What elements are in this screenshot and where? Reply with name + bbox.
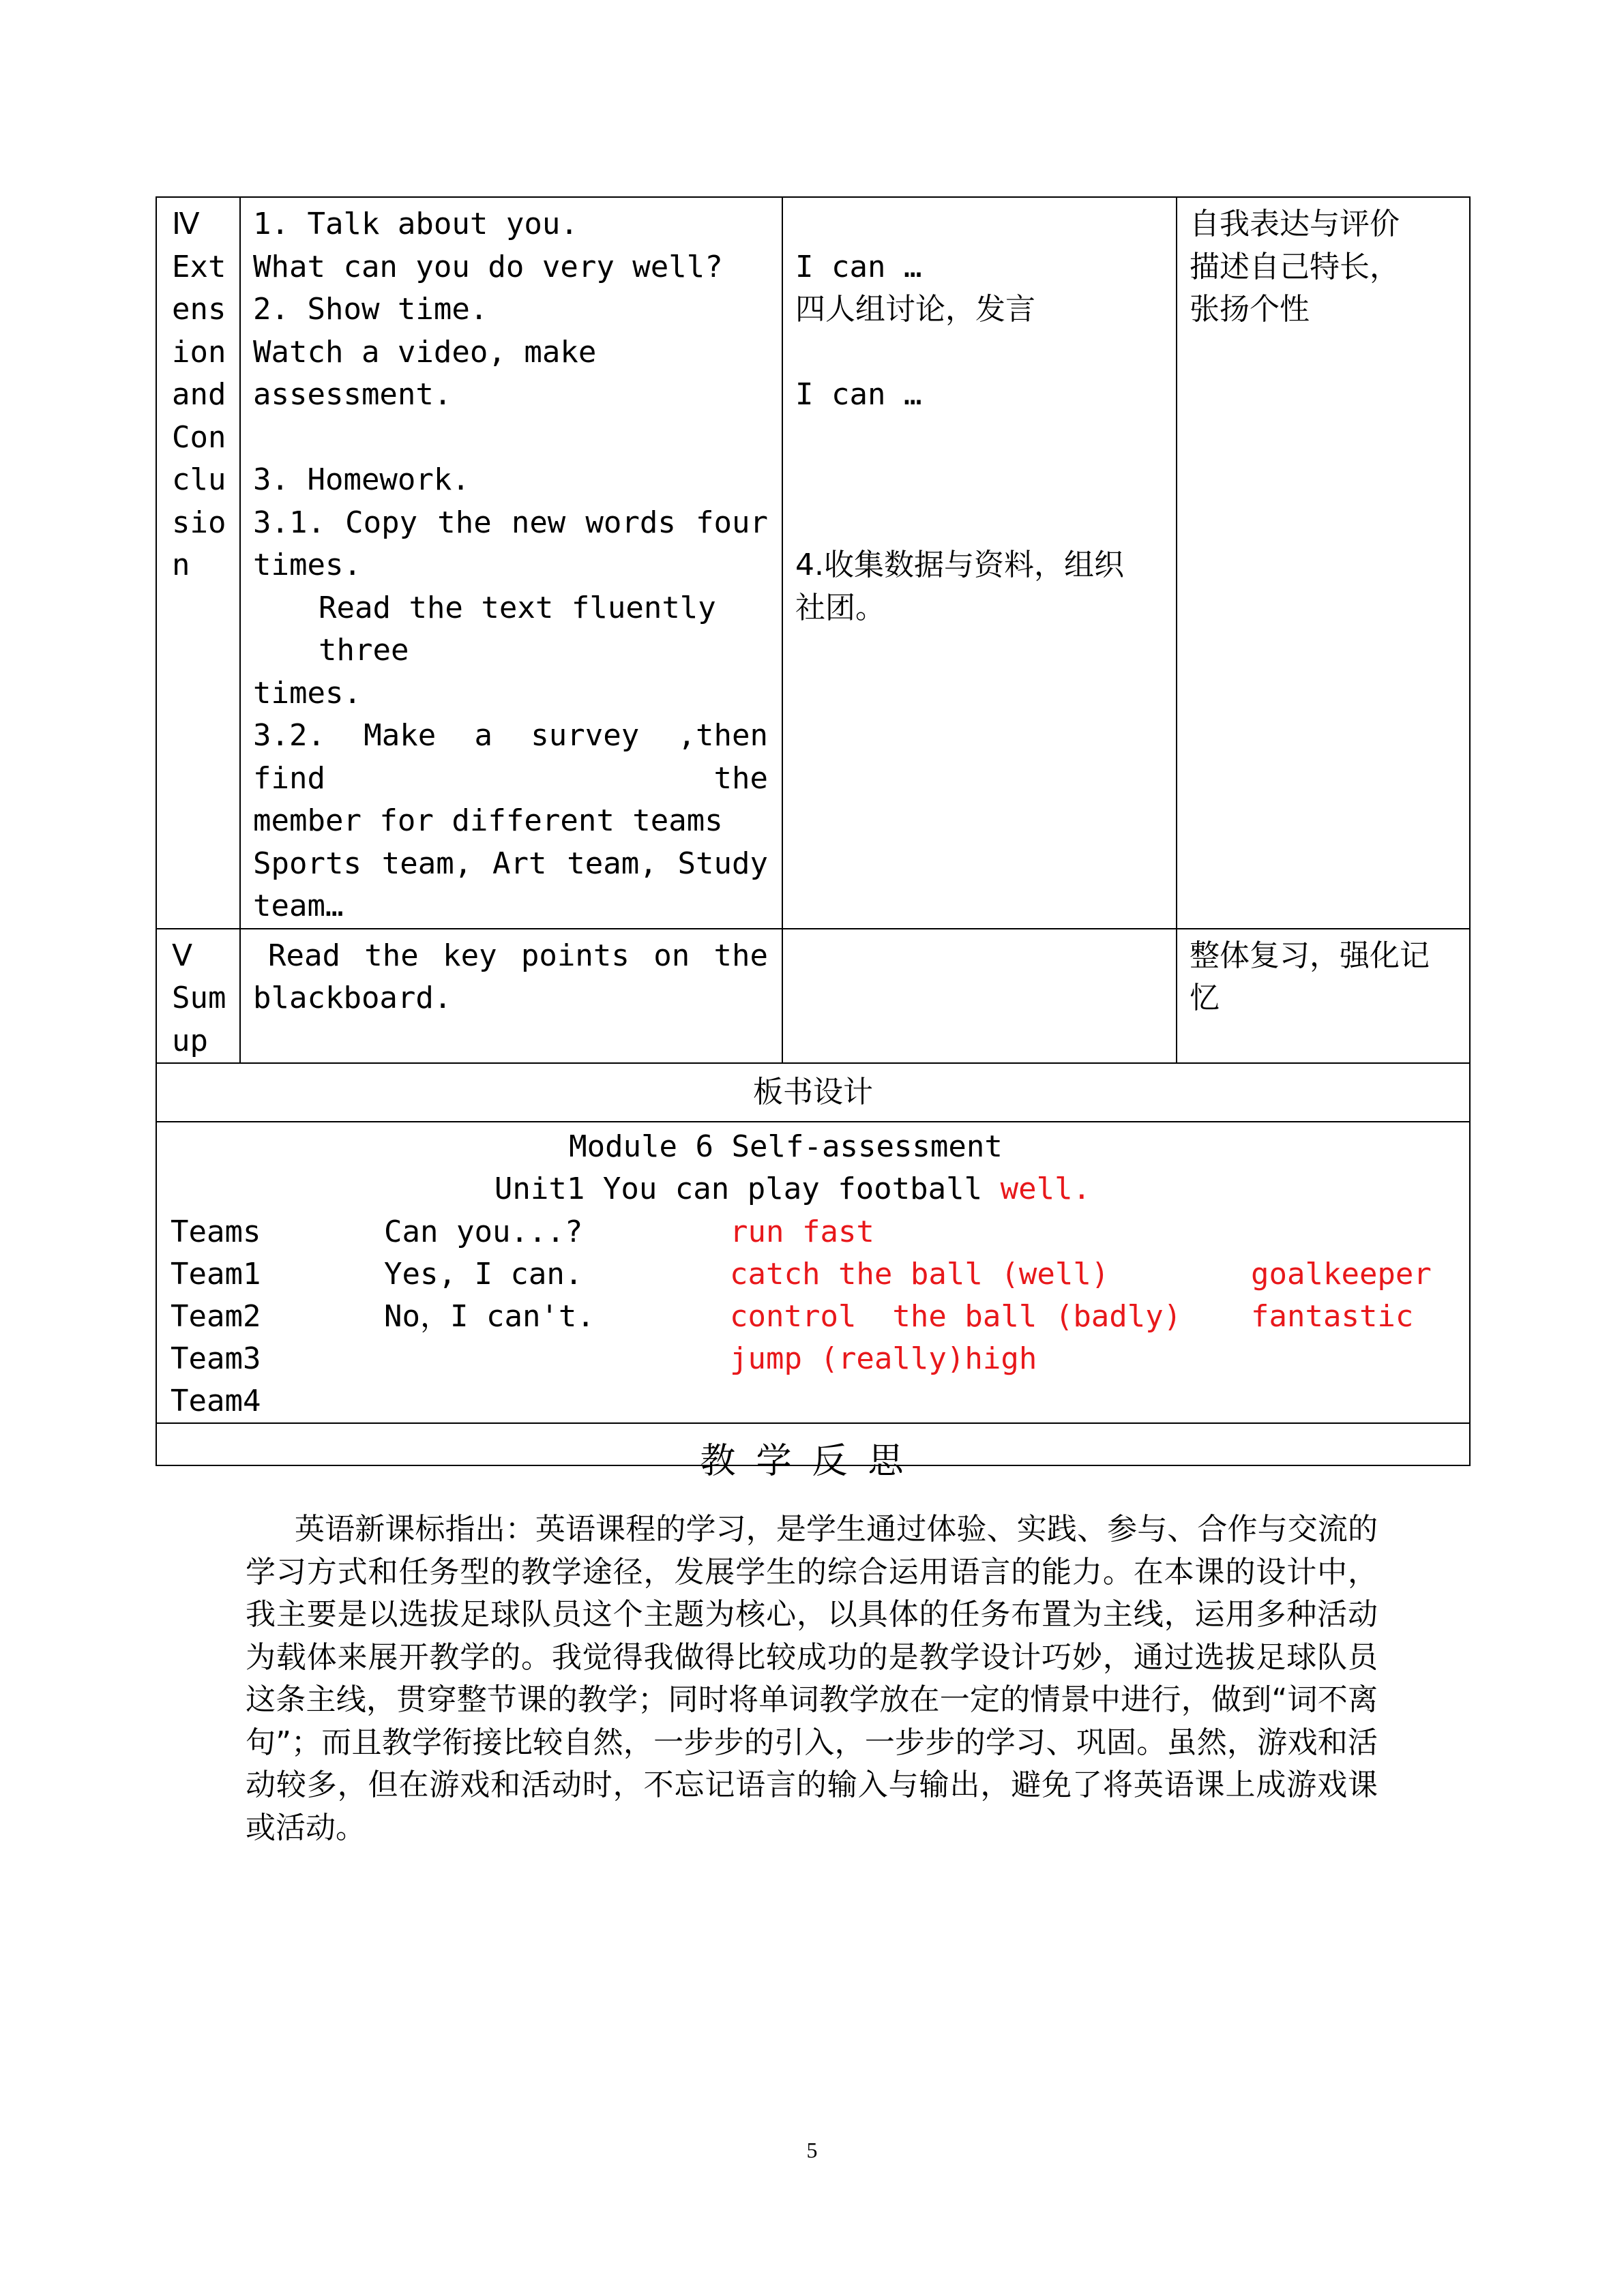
phrase-text: control the ball (badly) xyxy=(730,1299,1182,1334)
stage-cell xyxy=(156,197,240,929)
activity-line: 3.2. Make a survey ,then find the xyxy=(253,718,768,796)
purpose-line: 忆 xyxy=(1190,981,1220,1015)
students-line: 4.收集数据与资料，组织 xyxy=(795,548,1124,582)
team-label: Team3 xyxy=(171,1341,261,1376)
activity-line: 3.1. Copy the new words four xyxy=(253,505,768,540)
purpose-line: 整体复习，强化记 xyxy=(1190,938,1430,973)
question-text: Can you...? xyxy=(384,1214,583,1249)
activities-cell xyxy=(240,197,782,929)
activity-line: team… xyxy=(253,889,344,923)
students-line xyxy=(795,459,1164,502)
activity-line: member for different teams xyxy=(253,803,723,838)
reflection-title: 教学反思 xyxy=(700,1441,924,1482)
students-cell xyxy=(782,197,1177,929)
purpose-cell xyxy=(1177,929,1470,1064)
students-line xyxy=(795,331,1164,374)
answer-text: Yes, I can. xyxy=(384,1257,583,1292)
purpose-line: 自我表达与评价 xyxy=(1190,207,1400,241)
students-cell xyxy=(782,929,1177,1064)
blackboard-cell xyxy=(156,1122,1470,1423)
blackboard-design xyxy=(157,1122,1469,1422)
team-label: Team1 xyxy=(171,1257,261,1292)
activities-cell xyxy=(240,929,782,1064)
activity-line: times. xyxy=(253,675,361,711)
phrase-text: run fast xyxy=(730,1214,874,1249)
students-line: 四人组讨论，发言 xyxy=(795,292,1035,327)
phrase-text: catch the ball (well) xyxy=(730,1257,1110,1292)
purpose-cell xyxy=(1177,197,1470,929)
phrase-text: jump (really)high xyxy=(730,1341,1037,1376)
stage-label: Ⅳ Ext ens ion and Con clu sio n xyxy=(172,207,226,582)
activity-line: 2. Show time. xyxy=(253,292,488,327)
blackboard-title: Module 6 Self-assessment xyxy=(569,1129,1003,1164)
activity-line: Watch a video, make assessment. xyxy=(253,334,597,412)
activity-line: Sports team, Art team, Study xyxy=(253,846,768,881)
team-label: Team2 xyxy=(171,1299,261,1334)
vocab-word: fantastic xyxy=(1251,1299,1414,1334)
students-line xyxy=(783,929,1176,935)
stage-label: Ⅴ Sum up xyxy=(172,938,226,1058)
students-line xyxy=(795,417,1164,460)
lesson-plan-table xyxy=(156,196,1471,1466)
students-line xyxy=(795,203,1164,246)
subtitle-key-word: well. xyxy=(1000,1172,1091,1206)
purpose-line: 描述自己特长， xyxy=(1190,249,1400,284)
blackboard-header-row xyxy=(156,1063,1470,1122)
activity-line: blackboard. xyxy=(253,981,452,1015)
blackboard-header: 板书设计 xyxy=(753,1075,873,1109)
students-line: I can … xyxy=(795,377,922,412)
activity-line: 3. Homework. xyxy=(253,462,470,497)
activity-line: Read the text fluently three xyxy=(319,590,716,668)
subtitle-text: Unit1 You can play football xyxy=(494,1172,983,1206)
students-line: 社团。 xyxy=(795,590,885,625)
vocab-word: goalkeeper xyxy=(1251,1257,1432,1292)
teams-label: Teams xyxy=(171,1214,261,1249)
page-number: 5 xyxy=(806,2138,818,2162)
activity-line: Read the key points on the xyxy=(268,938,768,973)
stage-cell xyxy=(156,929,240,1064)
blackboard-header-cell xyxy=(156,1063,1470,1122)
reflection-body: 英语新课标指出：英语课程的学习，是学生通过体验、实践、参与、合作与交流的学习方式和任务型的教学途径，发展学生的综合运用语言的能力。在本课的设计中，我主要是以选拔足球队员这个主题为核心，以具体的任务布置为主线，运用多种活动为载体来展开教学的。我觉得我做得比较成功的是教学设计巧妙，通过选拔足球队员这条主线，贯穿整节课的教学；同时将单词教学放在一定的情景中进行，做到“词不离句”；而且教学衔接比较自然，一步步的引入，一步步的学习、巩固。虽然，游戏和活动较多，但在游戏和活动时，不忘记语言的输入与输出，避免了将英语课上成游戏课或活动。 xyxy=(246,1512,1378,1845)
team-label: Team4 xyxy=(171,1384,261,1418)
activity-line xyxy=(253,417,768,460)
activity-line: times. xyxy=(253,548,361,582)
summary-row xyxy=(156,929,1470,1064)
blackboard-subtitle xyxy=(136,1168,1449,1211)
students-line xyxy=(795,502,1164,545)
answer-text: No，I can't. xyxy=(384,1299,595,1334)
activity-line: 1. Talk about you. xyxy=(253,207,578,241)
activity-line: What can you do very well? xyxy=(253,249,723,284)
purpose-line: 张扬个性 xyxy=(1190,292,1310,327)
students-line: I can … xyxy=(795,249,922,284)
blackboard-row xyxy=(156,1122,1470,1423)
extension-row xyxy=(156,197,1470,929)
